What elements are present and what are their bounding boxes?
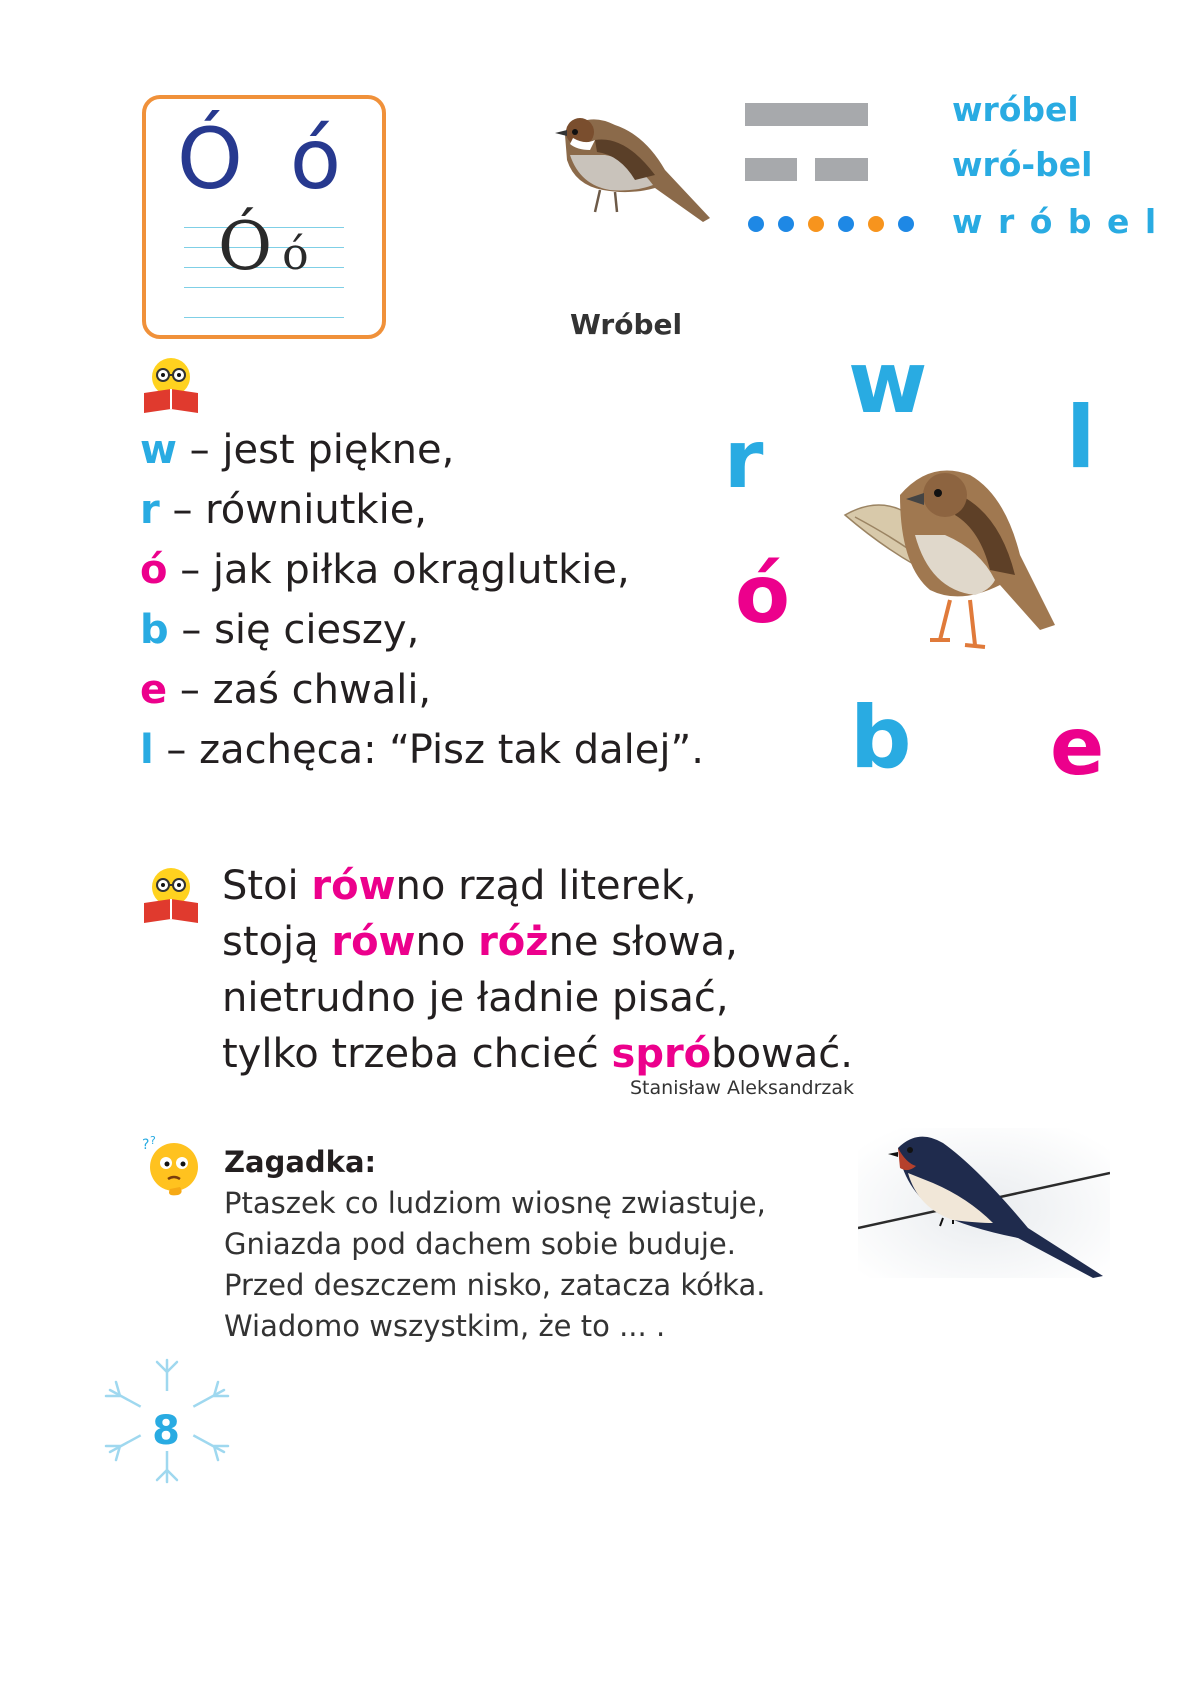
riddle-line: Przed deszczem nisko, zatacza kółka. bbox=[224, 1268, 766, 1302]
phoneme-dot bbox=[898, 216, 914, 232]
poem-key-letter: l bbox=[140, 727, 154, 773]
poem-highlight: rów bbox=[311, 863, 396, 909]
poem-key-letter: ó bbox=[140, 547, 168, 593]
poem-text: bować. bbox=[711, 1031, 853, 1077]
poem-line bbox=[140, 420, 704, 480]
script-letters bbox=[218, 208, 309, 285]
poem-line-text: – zachęca: “Pisz tak dalej”. bbox=[153, 727, 704, 773]
reading-emoji-icon bbox=[140, 355, 202, 417]
poem-line bbox=[140, 540, 704, 600]
scatter-letter-l: l bbox=[1066, 388, 1096, 488]
printed-letters bbox=[146, 110, 382, 208]
poem-key-letter: w bbox=[140, 427, 177, 473]
poem-text: no bbox=[415, 919, 479, 965]
letter-lower: ó bbox=[289, 110, 352, 208]
poem-line bbox=[140, 660, 704, 720]
poem-key-letter: r bbox=[140, 487, 160, 533]
script-lower: ó bbox=[282, 229, 309, 280]
page-number: 8 bbox=[152, 1408, 180, 1454]
poem-line-text: – się cieszy, bbox=[168, 607, 420, 653]
riddle-line: Wiadomo wszystkim, że to ... . bbox=[224, 1309, 666, 1343]
writing-line bbox=[184, 317, 344, 318]
poem-text: Stoi bbox=[222, 863, 312, 909]
poem-aleksandrzak bbox=[222, 858, 853, 1082]
reading-emoji-icon bbox=[140, 865, 202, 927]
poem-line bbox=[140, 480, 704, 540]
phoneme-dot bbox=[748, 216, 764, 232]
poem-text: tylko trzeba chcieć bbox=[222, 1031, 612, 1077]
poem-line bbox=[222, 858, 853, 914]
phoneme-dot bbox=[838, 216, 854, 232]
poem-highlight: rów bbox=[331, 919, 416, 965]
phoneme-dot bbox=[868, 216, 884, 232]
word-syllables: wró-bel bbox=[952, 145, 1093, 184]
swallow-image bbox=[858, 1128, 1110, 1278]
phoneme-dot bbox=[778, 216, 794, 232]
word-whole: wróbel bbox=[952, 90, 1079, 129]
word-letters: w r ó b e l bbox=[952, 202, 1159, 241]
poem-line bbox=[140, 600, 704, 660]
svg-text:?: ? bbox=[142, 1137, 150, 1153]
poem-highlight: spró bbox=[611, 1031, 712, 1077]
poem-key-letter: e bbox=[140, 667, 168, 713]
poem-line bbox=[222, 1026, 853, 1082]
poem-line bbox=[222, 914, 853, 970]
poem-text: ne słowa, bbox=[548, 919, 738, 965]
scatter-letter-r: r bbox=[724, 413, 764, 506]
poem-line bbox=[222, 970, 853, 1026]
poem-text: stoją bbox=[222, 919, 332, 965]
poem-line-text: – jest piękne, bbox=[176, 427, 455, 473]
poem-line bbox=[140, 720, 704, 780]
sparrow-image bbox=[525, 100, 715, 230]
scatter-letter-b: b bbox=[850, 688, 912, 788]
scatter-letter-o: ó bbox=[735, 548, 790, 641]
word-bar bbox=[745, 103, 868, 126]
phoneme-dot bbox=[808, 216, 824, 232]
poem-text: no rząd literek, bbox=[395, 863, 697, 909]
thinking-emoji-icon bbox=[140, 1135, 204, 1197]
riddle-line: Gniazda pod dachem sobie buduje. bbox=[224, 1227, 736, 1261]
writing-line bbox=[184, 287, 344, 288]
poem-author: Stanisław Aleksandrzak bbox=[630, 1077, 855, 1099]
phoneme-dots bbox=[748, 216, 918, 234]
syllable-bar bbox=[745, 158, 797, 181]
scatter-letter-e: e bbox=[1050, 700, 1105, 793]
poem-line-text: – zaś chwali, bbox=[167, 667, 432, 713]
poem-line-text: – równiutkie, bbox=[159, 487, 428, 533]
riddle-title: Zagadka: bbox=[224, 1145, 377, 1179]
svg-text:?: ? bbox=[150, 1135, 156, 1147]
syllable-bar bbox=[815, 158, 868, 181]
riddle bbox=[224, 1142, 766, 1347]
sparrow-wing-image bbox=[840, 455, 1070, 680]
scatter-letter-w: w bbox=[848, 333, 928, 433]
poem-line-text: – jak piłka okrąglutkie, bbox=[167, 547, 630, 593]
script-upper: Ó bbox=[218, 208, 273, 285]
poem-key-letter: b bbox=[140, 607, 169, 653]
riddle-line: Ptaszek co ludziom wiosnę zwiastuje, bbox=[224, 1186, 766, 1220]
image-caption: Wróbel bbox=[570, 308, 683, 341]
poem-letters bbox=[140, 420, 704, 780]
poem-highlight: róż bbox=[478, 919, 549, 965]
letter-upper: Ó bbox=[176, 110, 253, 208]
letter-card bbox=[142, 95, 386, 339]
poem-text: nietrudno je ładnie pisać, bbox=[222, 975, 729, 1021]
